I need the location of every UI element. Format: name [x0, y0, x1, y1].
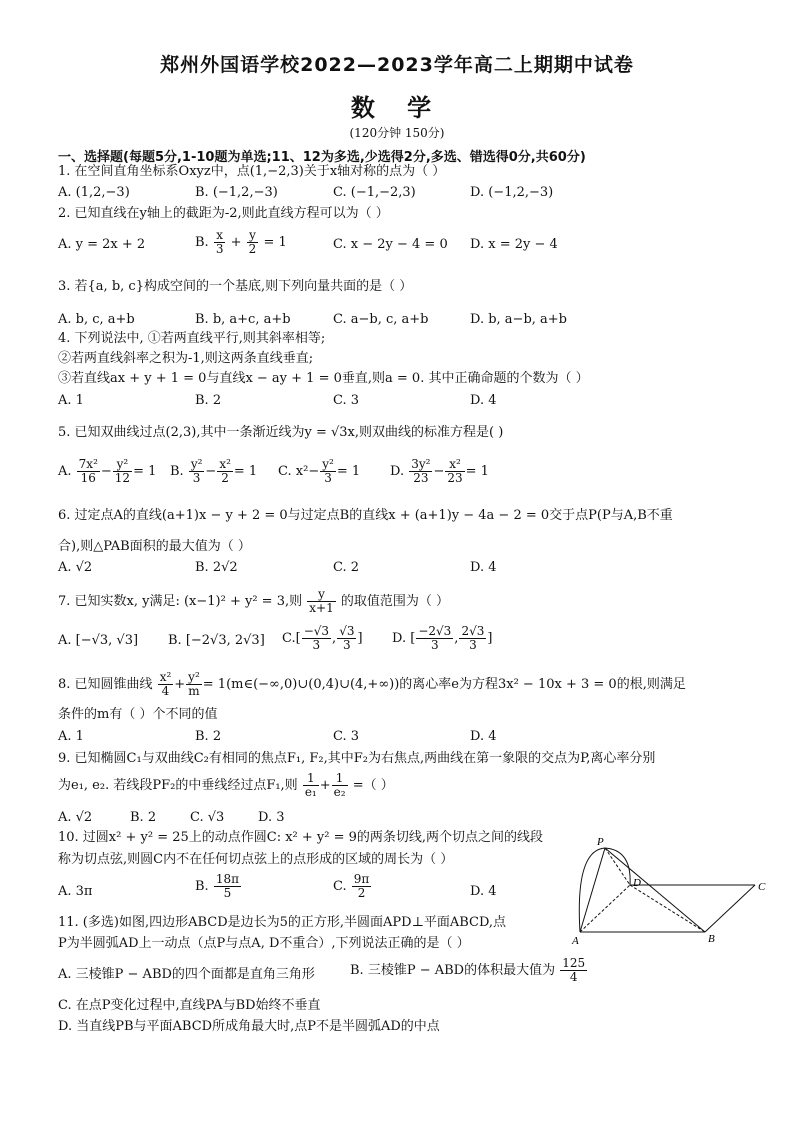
q2-option-d: D. x = 2y − 4: [470, 237, 558, 252]
q1-option-c: C. (−1,−2,3): [333, 185, 416, 200]
q7-option-b: B. [−2√3, 2√3]: [168, 633, 265, 648]
q8-option-b: B. 2: [195, 729, 222, 744]
q10-line2: 称为切点弦,则圆C内不在任何切点弦上的点形成的区域的周长为（ ）: [58, 852, 454, 867]
q6-option-d: D. 4: [470, 560, 497, 575]
q8-stem: 8. 已知圆锥曲线 $\frac{\text{x²}}{4}$ + $\frac{\text{y²}}{m}$ = 1(m∈(−∞,0)∪(0,4)∪(4,+∞))的离心率e为方程3x² − 10x + 3 = 0的根,则满足: [58, 670, 686, 698]
q3-option-b: B. b, a+c, a+b: [195, 312, 291, 327]
q2-option-b: B. $\frac{x}{3}$ + $\frac{y}{2}$ = 1: [195, 228, 287, 256]
q2-stem: 2. 已知直线在y轴上的截距为-2,则此直线方程可以为（ ）: [58, 206, 389, 221]
section-heading: 一、选择题(每题5分,1-10题为单选;11、12为多选,少选得2分,多选、错选得0分,共60分): [58, 150, 586, 165]
q7-option-d: D. [ $\frac{-2√3}{3}$ , $\frac{2√3}{3}$ ]: [392, 624, 493, 652]
label-b: B: [708, 933, 715, 945]
q11-stem: 11. (多选)如图,四边形ABCD是边长为5的正方形,半圆面APD⊥平面ABCD,点: [58, 915, 507, 930]
edge-pb: [605, 848, 705, 932]
q1-option-d: D. (−1,2,−3): [470, 185, 554, 200]
q11-option-a: A. 三棱锥P − ABD的四个面都是直角三角形: [58, 967, 315, 982]
q3-stem: 3. 若{a, b, c}构成空间的一个基底,则下列向量共面的是（ ）: [58, 279, 413, 294]
subject-title: 数 学: [350, 94, 444, 122]
exam-title: 郑州外国语学校2022—2023学年高二上期期中试卷: [160, 54, 634, 76]
q8-option-c: C. 3: [333, 729, 360, 744]
q2-b-label: B.: [195, 235, 209, 250]
q10-option-a: A. 3π: [58, 884, 93, 899]
q2-option-c: C. x − 2y − 4 = 0: [333, 237, 448, 252]
q9-option-b: B. 2: [130, 810, 157, 825]
q9-stem: 9. 已知椭圆C₁与双曲线C₂有相同的焦点F₁, F₂,其中F₂为右焦点,两曲线在第一象限的交点为P,离心率分别: [58, 751, 656, 766]
q10-stem: 10. 过圆x² + y² = 25上的动点作圆C: x² + y² = 9的两条切线,两个切点之间的线段: [58, 830, 544, 845]
label-d: D: [633, 877, 641, 889]
q7-option-a: A. [−√3, √3]: [58, 633, 139, 648]
time-score: (120分钟 150分): [349, 126, 445, 140]
q5-option-b: B. $\frac{\text{y²}}{3}$ − $\frac{\text{x²}}{2}$ = 1: [170, 457, 258, 485]
q11-option-c: C. 在点P变化过程中,直线PA与BD始终不垂直: [58, 998, 321, 1013]
q6-line2: 合),则△PAB面积的最大值为（ ）: [58, 539, 251, 554]
q10-option-d: D. 4: [470, 884, 497, 899]
q4-option-c: C. 3: [333, 393, 360, 408]
q1-option-b: B. (−1,2,−3): [195, 185, 278, 200]
q4-line2: ②若两直线斜率之积为-1,则这两条直线垂直;: [58, 351, 314, 366]
label-a: A: [572, 935, 579, 947]
frac: $\frac{x}{3}$: [215, 228, 224, 256]
q3-option-a: A. b, c, a+b: [58, 312, 135, 327]
q7-option-c: C.[ $\frac{-√3}{3}$ , $\frac{√3}{3}$ ]: [282, 624, 363, 652]
q4-line3: ③若直线ax + y + 1 = 0与直线x − ay + 1 = 0垂直,则a = 0. 其中正确命题的个数为（ ）: [58, 371, 589, 386]
q8-line2: 条件的m有（ ）个不同的值: [58, 707, 218, 722]
q9-option-d: D. 3: [258, 810, 285, 825]
q10-option-b: B. $\frac{18\pi}{5}$: [195, 872, 239, 900]
q4-option-d: D. 4: [470, 393, 497, 408]
q4-option-a: A. 1: [58, 393, 84, 408]
label-p: P: [597, 836, 604, 848]
label-c: C: [758, 881, 766, 893]
q5-option-c: C. x²− $\frac{\text{y²}}{3}$ = 1: [278, 457, 361, 485]
q11-option-b: B. 三棱锥P − ABD的体积最大值为 $\frac{125}{4}$: [350, 956, 586, 984]
q6-option-a: A. √2: [58, 560, 93, 575]
frac: $\frac{y}{2}$: [248, 228, 257, 256]
q4-option-b: B. 2: [195, 393, 222, 408]
q9-option-c: C. √3: [190, 810, 225, 825]
edge-bc: [705, 885, 755, 932]
q9-line2: 为e₁, e₂. 若线段PF₂的中垂线经过点F₁,则 $\frac{1}{\text{e₁}}$ + $\frac{1}{\text{e₂}}$ =（ ）: [58, 771, 394, 799]
q10-option-c: C. $\frac{9\pi}{2}$: [333, 872, 370, 900]
q3-option-d: D. b, a−b, a+b: [470, 312, 568, 327]
q8-option-d: D. 4: [470, 729, 497, 744]
q1-stem: 1. 在空间直角坐标系Oxyz中，点(1,−2,3)关于x轴对称的点为（ ）: [58, 164, 446, 179]
q2-option-a: A. y = 2x + 2: [58, 237, 146, 252]
q1-option-a: A. (1,2,−3): [58, 185, 130, 200]
q11-option-d: D. 当直线PB与平面ABCD所成角最大时,点P不是半圆弧AD的中点: [58, 1019, 440, 1034]
q6-option-c: C. 2: [333, 560, 360, 575]
q5-option-d: D. $\frac{\text{3y²}}{23}$ − $\frac{\text{x²}}{23}$ = 1: [390, 457, 489, 485]
pyramid-figure: [570, 830, 770, 950]
q6-option-b: B. 2√2: [195, 560, 238, 575]
q7-stem: 7. 已知实数x, y满足: (x−1)² + y² = 3,则 $\frac{y}{x+1}$ 的取值范围为（ ）: [58, 587, 450, 615]
q6-stem: 6. 过定点A的直线(a+1)x − y + 2 = 0与过定点B的直线x + (a+1)y − 4a − 2 = 0交于点P(P与A,B不重: [58, 508, 673, 523]
q5-option-a: A. $\frac{\text{7x²}}{16}$ − $\frac{\text{y²}}{12}$ = 1: [58, 457, 157, 485]
q5-stem: 5. 已知双曲线过点(2,3),其中一条渐近线为y = √3x,则双曲线的标准方程是( ): [58, 425, 504, 440]
q3-option-c: C. a−b, c, a+b: [333, 312, 429, 327]
q8-option-a: A. 1: [58, 729, 84, 744]
q9-option-a: A. √2: [58, 810, 93, 825]
semicircle-arc: [579, 848, 630, 932]
q4-stem: 4. 下列说法中, ①若两直线平行,则其斜率相等;: [58, 331, 326, 346]
q11-line2: P为半圆弧AD上一动点（点P与点A, D不重合）,下列说法正确的是（ ）: [58, 936, 470, 951]
edge-pa: [580, 848, 605, 932]
edge-db: [630, 885, 705, 932]
